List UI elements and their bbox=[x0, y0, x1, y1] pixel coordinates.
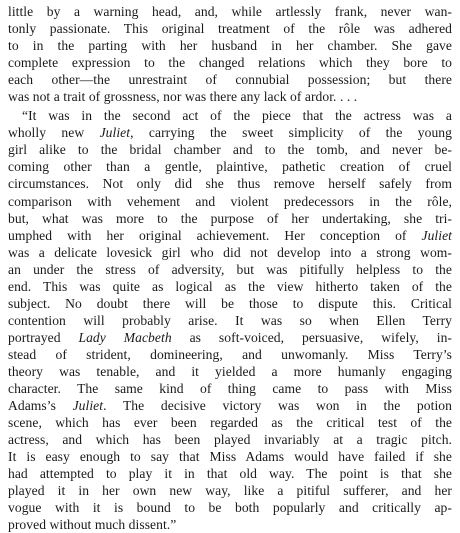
text-run: portrayed bbox=[8, 329, 79, 345]
text-run: tonly passionate. This original treatment of the rôle was adhered bbox=[8, 21, 452, 37]
text-run: stead of strident, domineering, and unwomanly. Miss Terry’s bbox=[8, 346, 452, 362]
text-run: comparison with vehement and violent predecessors in the rôle, bbox=[8, 193, 452, 209]
text-run: proved without much dissent.” bbox=[8, 517, 177, 533]
text-line bbox=[8, 397, 452, 414]
text-line bbox=[8, 54, 452, 71]
text-run: each other—the unrestraint of connubial possession; but there bbox=[8, 72, 452, 88]
text-run: actress, and which has been played invariably at a tragic pitch. bbox=[8, 432, 452, 448]
text-line bbox=[8, 380, 452, 397]
text-line bbox=[8, 88, 452, 105]
text-line bbox=[8, 158, 452, 175]
text-run: “It was in the second act of the piece that the actress was a bbox=[22, 108, 452, 124]
italic-title: Juliet bbox=[421, 227, 452, 243]
text-run: coming other than a gentle, plaintive, pathetic creation of cruel bbox=[8, 159, 452, 175]
text-line bbox=[8, 482, 452, 499]
text-line bbox=[8, 414, 452, 431]
text-line bbox=[8, 278, 452, 295]
italic-title: Juliet bbox=[72, 398, 104, 414]
text-line bbox=[8, 20, 452, 37]
text-run: little by a warning head, and, while artlessly frank, never wan- bbox=[8, 4, 452, 19]
text-line bbox=[8, 363, 452, 380]
text-run: end. This was quite as logical as the view hitherto taken of the bbox=[8, 278, 452, 294]
paragraph bbox=[8, 107, 452, 533]
text-run: wholly new bbox=[8, 125, 100, 141]
text-run: complete expression to the changed relations which they bore to bbox=[8, 55, 452, 71]
article-text bbox=[8, 3, 452, 533]
text-line bbox=[8, 329, 452, 346]
text-line bbox=[8, 227, 452, 244]
text-run: Adams’s bbox=[8, 398, 73, 414]
text-run: theory was tenable, and it yielded a more humanly engaging bbox=[8, 363, 452, 379]
text-run: to in the parting with her husband in her chamber. She gave bbox=[8, 38, 452, 54]
text-run: . The decisive victory was won in the potion bbox=[103, 398, 452, 414]
text-run: was a delicate lovesick girl who did not develop into a strong wom- bbox=[8, 244, 452, 260]
text-line bbox=[8, 499, 452, 516]
text-run: vogue with it is bound to be both popularly and critically ap- bbox=[8, 500, 452, 516]
text-line bbox=[8, 71, 452, 88]
text-line bbox=[8, 295, 452, 312]
text-run: girl alike to the bridal chamber and to the tomb, and never be- bbox=[8, 142, 452, 158]
text-line bbox=[8, 244, 452, 261]
paragraph bbox=[8, 3, 452, 105]
text-run: but, what was more to the purpose of her undertaking, she tri- bbox=[8, 210, 452, 226]
text-run: It is easy enough to say that Miss Adams would have failed if she bbox=[8, 449, 452, 465]
text-line bbox=[8, 3, 452, 20]
text-line bbox=[8, 210, 452, 227]
text-run: subject. No doubt there will be those to dispute this. Critical bbox=[8, 295, 452, 311]
text-line bbox=[8, 175, 452, 192]
text-line bbox=[8, 124, 452, 141]
text-line bbox=[8, 312, 452, 329]
text-run: as soft-voiced, persuasive, wifely, in- bbox=[171, 329, 452, 345]
text-line bbox=[8, 448, 452, 465]
text-line bbox=[8, 141, 452, 158]
text-line bbox=[8, 261, 452, 278]
text-line bbox=[8, 516, 452, 533]
document-page bbox=[8, 3, 452, 533]
text-line bbox=[8, 346, 452, 363]
text-line bbox=[8, 37, 452, 54]
italic-title: Juliet bbox=[99, 125, 131, 141]
text-run: circumstances. Not only did she thus remove herself safely from bbox=[8, 176, 452, 192]
text-run: played it in her own new way, like a pitiful sufferer, and her bbox=[8, 483, 452, 499]
text-run: was not a trait of grossness, nor was there any lack of ardor. . . . bbox=[8, 89, 358, 105]
text-line bbox=[8, 193, 452, 210]
text-line bbox=[8, 431, 452, 448]
text-run: contention will probably arise. It was so when Ellen Terry bbox=[8, 312, 452, 328]
text-run: scene, which has ever been regarded as the critical test of the bbox=[8, 415, 452, 431]
text-run: had attempted to play it in that old way. The point is that she bbox=[8, 466, 452, 482]
text-line bbox=[8, 107, 452, 124]
text-run: , carrying the sweet simplicity of the young bbox=[130, 125, 452, 141]
text-run: an under the stress of adversity, but was pitifully helpless to the bbox=[8, 261, 452, 277]
text-line bbox=[8, 465, 452, 482]
text-run: character. The same kind of thing came to pass with Miss bbox=[8, 381, 452, 397]
italic-title: Lady Macbeth bbox=[78, 329, 172, 345]
text-run: umphed with her original achievement. Her conception of bbox=[8, 227, 422, 243]
